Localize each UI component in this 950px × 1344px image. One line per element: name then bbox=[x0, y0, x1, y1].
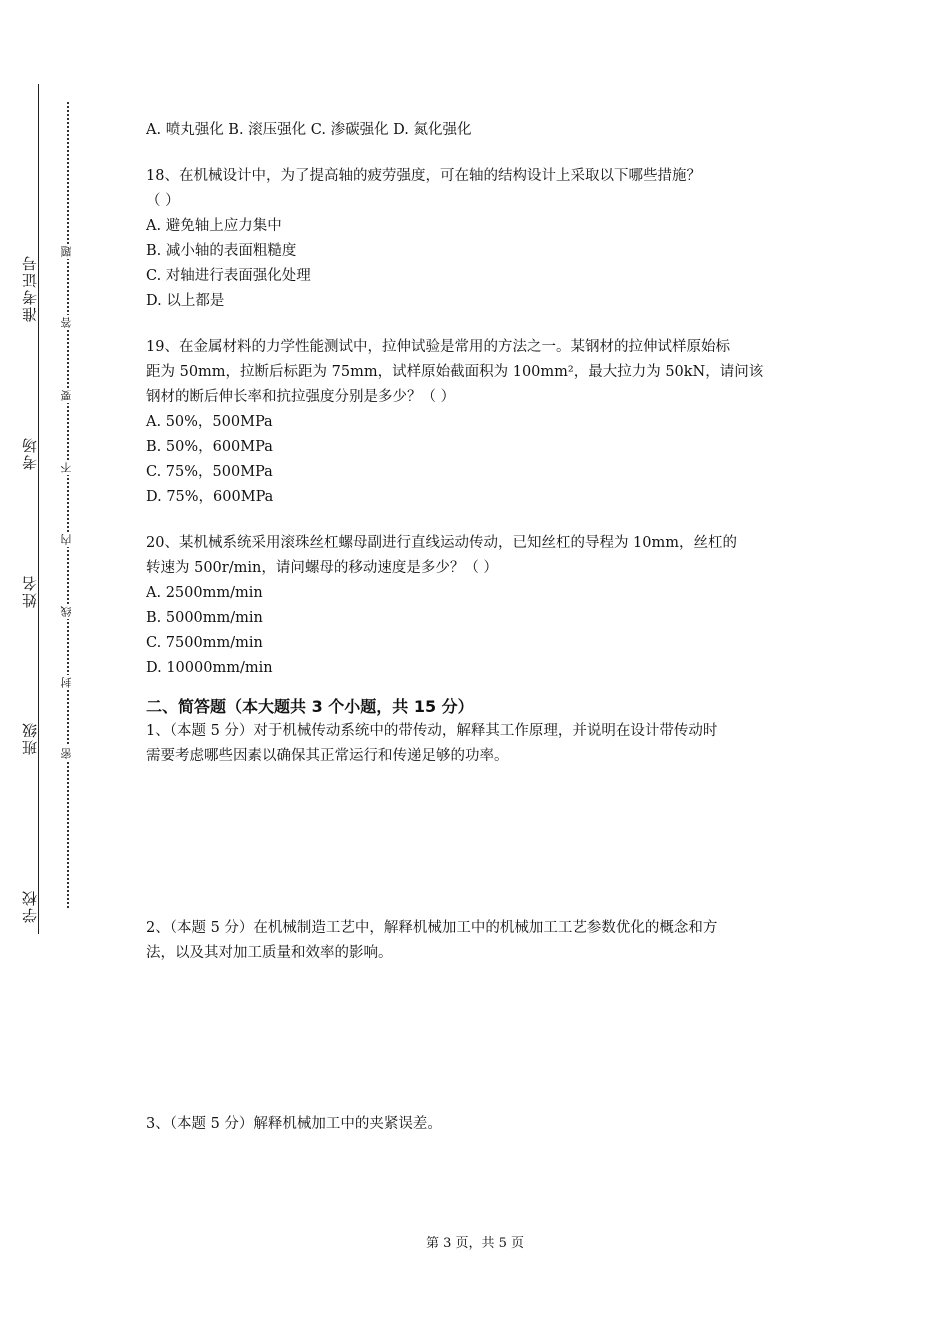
seal-dotted-line bbox=[67, 102, 69, 908]
short-answer-2 bbox=[146, 916, 826, 1112]
seal-char: 内 bbox=[60, 534, 73, 545]
seal-char: 题 bbox=[60, 246, 73, 257]
option-a: A. 2500mm/min bbox=[146, 585, 263, 601]
question-19 bbox=[146, 335, 826, 510]
option-b: B. 50%，600MPa bbox=[146, 439, 273, 455]
school-label: 学校 bbox=[23, 885, 38, 927]
fill-in-line bbox=[38, 84, 39, 934]
question-17-options bbox=[146, 118, 826, 143]
exam-content bbox=[146, 118, 826, 1137]
answer-blank: （ ） bbox=[146, 193, 180, 209]
question-stem: 2、（本题 5 分）在机械制造工艺中，解释机械加工中的机械加工工艺参数优化的概念和方 bbox=[146, 920, 718, 936]
option-b: B. 减小轴的表面粗糙度 bbox=[146, 243, 297, 259]
question-stem: 3、（本题 5 分）解释机械加工中的夹紧误差。 bbox=[146, 1116, 442, 1132]
seal-char: 密 bbox=[60, 748, 73, 759]
question-20 bbox=[146, 531, 826, 681]
question-stem: 钢材的断后伸长率和抗拉强度分别是多少？（ ） bbox=[146, 389, 456, 405]
seal-char: 不 bbox=[60, 462, 73, 473]
question-stem: 转速为 500r/min，请问螺母的移动速度是多少？（ ） bbox=[146, 560, 498, 576]
option-c: C. 7500mm/min bbox=[146, 635, 263, 651]
question-stem: 法，以及其对加工质量和效率的影响。 bbox=[146, 945, 393, 961]
name-label: 姓名 bbox=[23, 570, 38, 612]
question-18 bbox=[146, 164, 826, 314]
option-c: C. 对轴进行表面强化处理 bbox=[146, 268, 311, 284]
option-a: A. 避免轴上应力集中 bbox=[146, 218, 282, 234]
option-c: C. 75%，500MPa bbox=[146, 464, 273, 480]
seal-char: 答 bbox=[60, 317, 73, 328]
option-d: D. 75%，600MPa bbox=[146, 489, 274, 505]
question-stem: 18、在机械设计中，为了提高轴的疲劳强度，可在轴的结构设计上采取以下哪些措施？ bbox=[146, 168, 701, 184]
option-b: B. 5000mm/min bbox=[146, 610, 263, 626]
page-footer: 第 3 页，共 5 页 bbox=[425, 1236, 525, 1251]
exam-room-label: 考场 bbox=[23, 432, 38, 474]
short-answer-1 bbox=[146, 719, 826, 916]
option-d: D. 10000mm/min bbox=[146, 660, 273, 676]
seal-char: 封 bbox=[60, 677, 73, 688]
question-stem: 19、在金属材料的力学性能测试中，拉伸试验是常用的方法之一。某钢材的拉伸试样原始标 bbox=[146, 339, 730, 355]
question-stem: 距为 50mm，拉断后标距为 75mm，试样原始截面积为 100mm²，最大拉力为 50kN，请问该 bbox=[146, 364, 764, 380]
short-answer-3 bbox=[146, 1112, 826, 1137]
binding-margin bbox=[0, 0, 100, 1344]
option-a: A. 50%，500MPa bbox=[146, 414, 273, 430]
class-label: 班级 bbox=[23, 717, 38, 759]
seal-char: 要 bbox=[60, 390, 73, 401]
option-d: D. 以上都是 bbox=[146, 293, 225, 309]
exam-id-label: 准考证号 bbox=[23, 250, 38, 326]
section-title: 二、简答题（本大题共 3 个小题，共 15 分） bbox=[146, 697, 474, 716]
question-stem: 20、某机械系统采用滚珠丝杠螺母副进行直线运动传动，已知丝杠的导程为 10mm，丝杠的 bbox=[146, 535, 738, 551]
question-stem: 1、（本题 5 分）对于机械传动系统中的带传动，解释其工作原理，并说明在设计带传动时 bbox=[146, 723, 718, 739]
question-stem: 需要考虑哪些因素以确保其正常运行和传递足够的功率。 bbox=[146, 748, 509, 764]
seal-char: 线 bbox=[60, 606, 73, 617]
option-line: A. 喷丸强化 B. 滚压强化 C. 渗碳强化 D. 氮化强化 bbox=[146, 122, 472, 138]
